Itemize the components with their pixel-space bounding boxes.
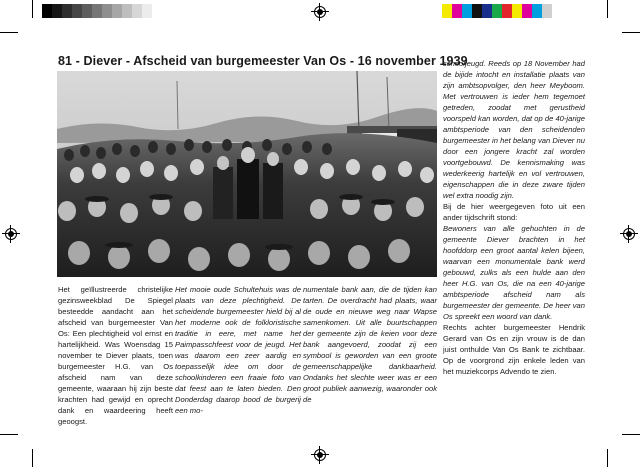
registration-mark-left [2,225,20,243]
photo-caption-quote: Bewoners van alle gehuchten in de gemeente Diever brachten in het hoofddorp een groot aantal kelen bijeen, waarvan een monumentale bank werd gebouwd, zulks als een hulde aan den heer H.G. van Os, die na een 40-jarige ambtsperiode afscheid nam als burgemeester der gemeente. De heer van Os spreekt een woord van dank. [443,224,585,321]
color-swatch [472,4,482,18]
column-4-paragraph-2: Bij de hier weergegeven foto uit een ander tijdschrift stond: [443,202,585,222]
color-swatch [542,4,552,18]
column-1-text: Het geïllustreerde christelijke gezinsweekblad De Spiegel besteedde aandacht aan het afscheid van burgemeester Van Os: Een plechtigheid vol ernst en hartelijkheid. Was Woensdag 15 november te Diever plaats, toen burgemeester H.G. van Os afscheid nam van deze gemeente, waaraan hij zijn beste krachten had gewijd en oprecht dank en waardeering heeft geoogst. [58,285,173,426]
column-4-paragraph-4: Rechts achter burgemeester Hendrik Gerard van Os en zijn vrouw is de dan juist onthulde Van Os Bank te zichtbaar. Op de voorgrond zijn enkele leden van het muziekcorps Advendo te zien. [443,323,585,376]
color-swatch [442,4,452,18]
color-swatch [532,4,542,18]
registration-mark-top [311,3,329,21]
color-swatch [522,4,532,18]
color-swatch [552,4,562,18]
gray-swatch [132,4,142,18]
article-column-3 [303,284,437,405]
column-2-text: Het mooie oude Schultehuis was de plaats van deze plechtigheid. De scheidende burgemeester hield bij al het moderne ook de folkloristische traditie in eere, met name het Paimpasschfeest voor de jeugd. Het was daarom een zeer aardig en toepasselijk idee om door de schoolkinderen een fraaie foto van dat feest aan te laten bieden. Den Donderdag daarop bood de burgerij een mo- [175,285,301,415]
color-bar [442,4,562,18]
article-column-1 [58,284,173,427]
registration-mark-bottom [311,446,329,464]
gray-swatch [112,4,122,18]
gray-swatch [142,4,152,18]
gray-swatch [72,4,82,18]
color-swatch [502,4,512,18]
article-column-4 [443,58,585,377]
gray-swatch [152,4,162,18]
registration-mark-right [620,225,638,243]
gray-swatch [82,4,92,18]
gray-swatch [62,4,72,18]
color-swatch [482,4,492,18]
article-title: 81 - Diever - Afscheid van burgemeester Van Os - 16 november 1939 [58,54,468,68]
color-swatch [462,4,472,18]
gray-swatch [122,4,132,18]
gray-swatch [102,4,112,18]
article-column-2 [175,284,301,416]
column-4-paragraph-1: schooljeugd. Reeds op 18 November had de bijide intocht en installatie plaats van zijn ambtsopvolger, den heer Meyboom. Met vertrouwen is ieder hem tegemoet getreden, zoodat met gerustheid voorspeld kan worden, dat op de 40-jarige ambtsperiode van den scheidenden burgemeester in het belang van Diever nu door een jongere kracht zal worden voortgebouwd. De kennismaking was wederkeerig hartelijk en vol vertrouwen, eigenschappen die in deze zware tijden wel extra noodig zijn. [443,59,585,200]
grayscale-bar [42,4,162,18]
gray-swatch [42,4,52,18]
gray-swatch [92,4,102,18]
color-swatch [492,4,502,18]
color-swatch [452,4,462,18]
color-swatch [512,4,522,18]
column-3-text: numentale bank aan, die de tijden kan tarten. De overdracht had plaats, waar de oude en nieuwe weg naar Wapse samenkomen. Uit alle buurtschappen der gemeente zijn de keien voor deze bank aangevoerd, zoodat zij een symbool is geworden van een groote gemeenschappelijke dankbaarheid. Ondanks het slechte weer was er een groot publiek aanwezig, waaronder ook de [303,285,437,404]
gray-swatch [52,4,62,18]
historic-crowd-photo [57,71,437,277]
